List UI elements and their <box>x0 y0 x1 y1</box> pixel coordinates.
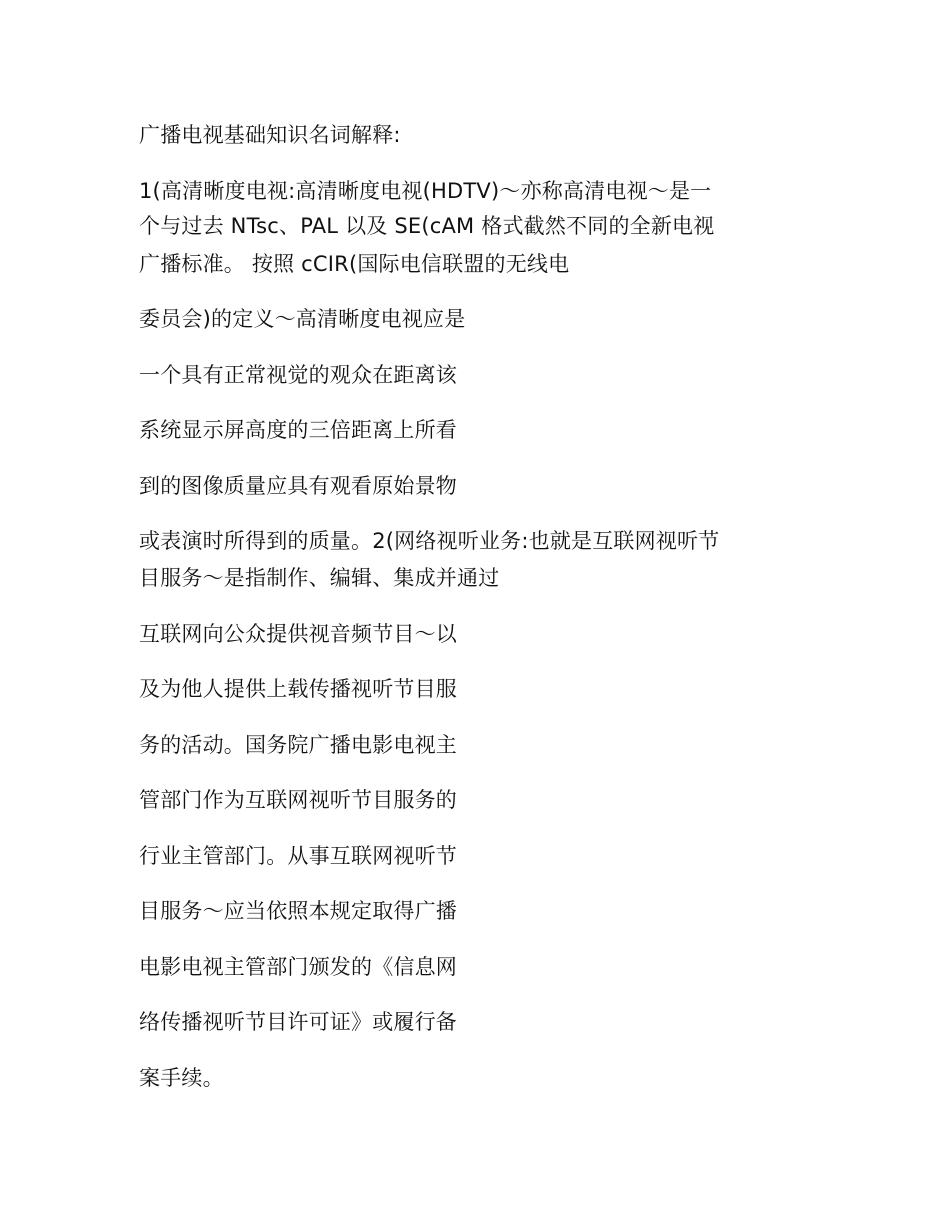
text-line: 系统显示屏高度的三倍距离上所看 <box>139 418 457 442</box>
text-line: 络传播视听节目许可证》或履行备 <box>139 1010 457 1034</box>
text-line: 行业主管部门。从事互联网视听节 <box>139 844 457 868</box>
document-title: 广播电视基础知识名词解释: <box>139 123 401 147</box>
text-line: 务的活动。国务院广播电影电视主 <box>139 733 457 757</box>
text-line: 目服务～应当依照本规定取得广播 <box>139 899 457 923</box>
text-line: 个与过去 NTsc、PAL 以及 SE(cAM 格式截然不同的全新电视 <box>139 214 715 238</box>
text-line: 1(高清晰度电视:高清晰度电视(HDTV)～亦称高清电视～是一 <box>139 179 712 203</box>
text-line: 委员会)的定义～高清晰度电视应是 <box>139 307 466 331</box>
text-line: 管部门作为互联网视听节目服务的 <box>139 788 457 812</box>
text-line: 目服务～是指制作、编辑、集成并通过 <box>139 566 500 590</box>
text-line: 电影电视主管部门颁发的《信息网 <box>139 955 457 979</box>
text-line: 案手续。 <box>139 1066 224 1090</box>
text-line: 或表演时所得到的质量。2(网络视听业务:也就是互联网视听节 <box>139 529 720 553</box>
text-line: 及为他人提供上载传播视听节目服 <box>139 677 457 701</box>
text-line: 一个具有正常视觉的观众在距离该 <box>139 363 457 387</box>
text-line: 互联网向公众提供视音频节目～以 <box>139 622 457 646</box>
text-line: 到的图像质量应具有观看原始景物 <box>139 474 457 498</box>
text-line: 广播标准。 按照 cCIR(国际电信联盟的无线电 <box>139 252 570 276</box>
